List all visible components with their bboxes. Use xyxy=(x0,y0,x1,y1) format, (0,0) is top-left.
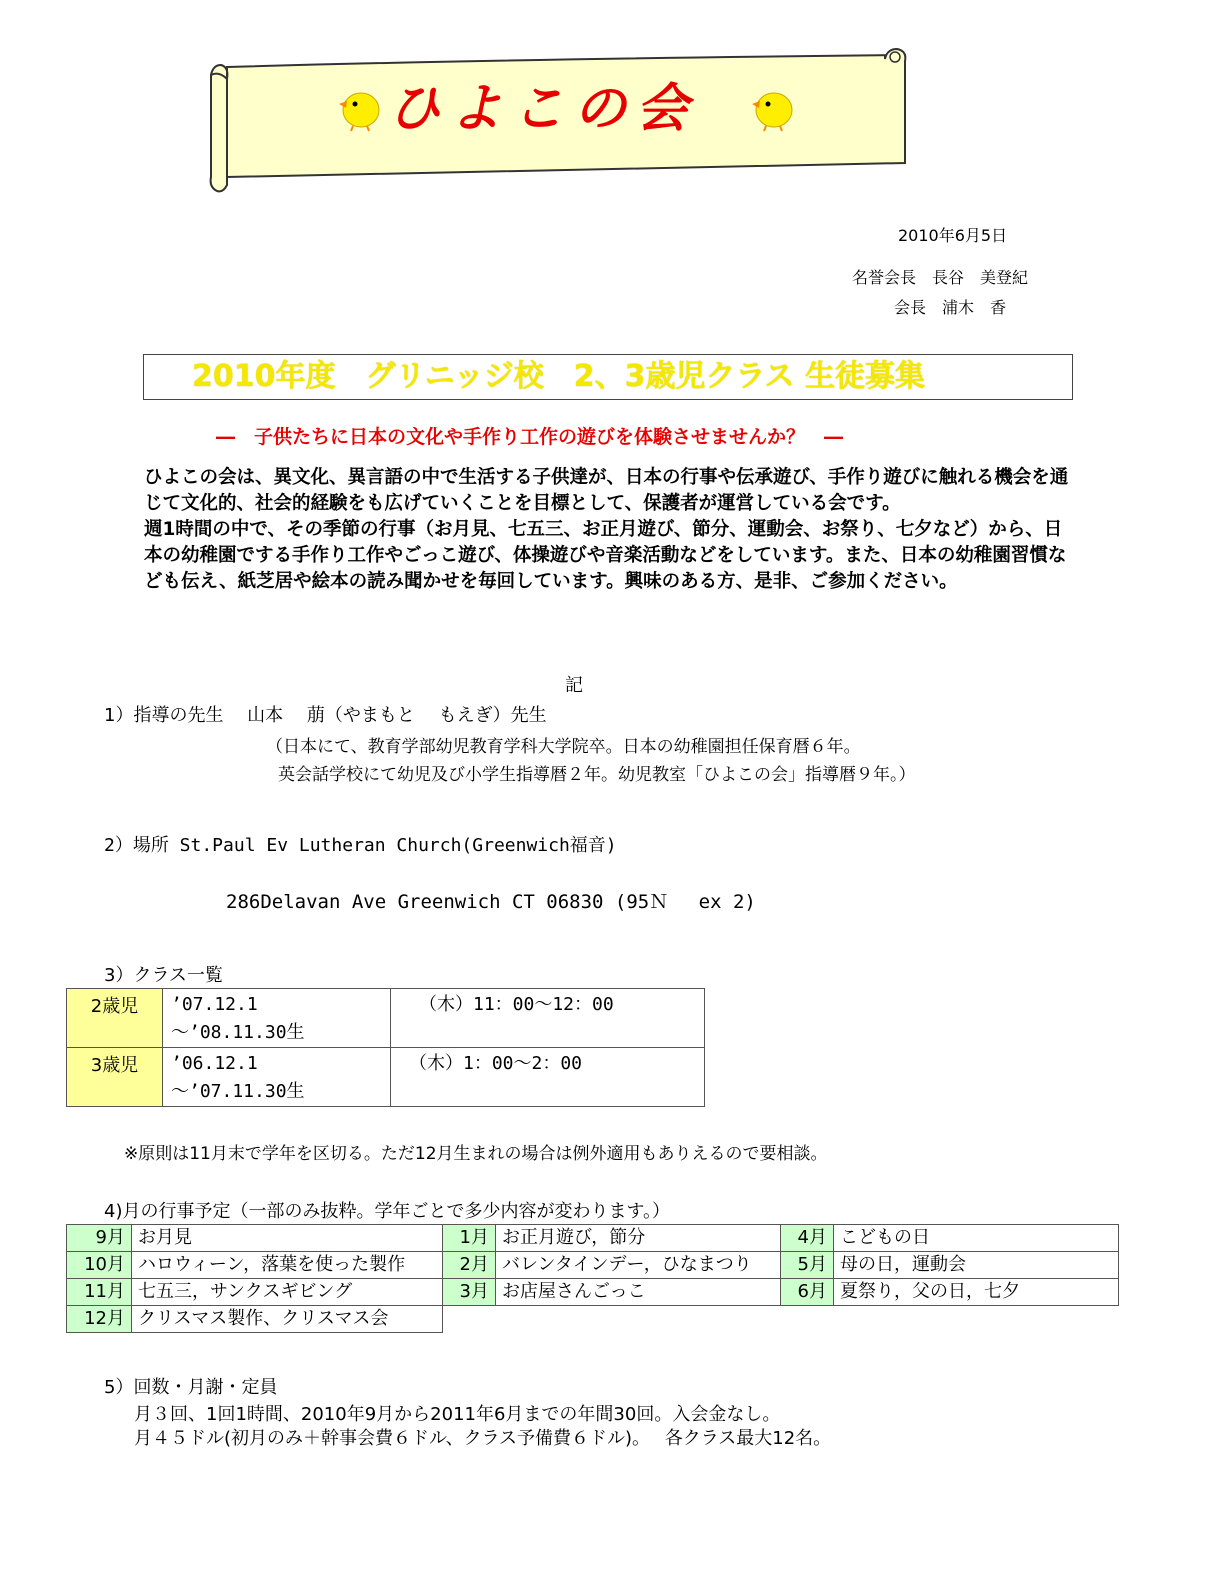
event-name: クリスマス製作、クリスマス会 xyxy=(132,1306,443,1333)
birth-to: ～’07.11.30生 xyxy=(171,1081,305,1102)
table-row xyxy=(67,989,705,1048)
classes-heading: 3）クラス一覧 xyxy=(104,965,223,986)
event-name: 夏祭り，父の日，七夕 xyxy=(834,1279,1119,1306)
event-name: バレンタインデー，ひなまつり xyxy=(496,1252,781,1279)
chick-icon-left xyxy=(333,84,383,132)
intro-paragraph: 週1時間の中で、その季節の行事（お月見、七五三、お正月遊び、節分、運動会、お祭り、七夕など）から、日本の幼稚園でする手作り工作やごっこ遊び、体操遊びや音楽活動などをしています。また、日本の幼稚園習慣なども伝え、紙芝居や絵本の読み聞かせを毎回しています。興味のある方、是非、ご参加ください。 xyxy=(144,519,1067,592)
event-name: ハロウィーン，落葉を使った製作 xyxy=(132,1252,443,1279)
class-age: 3歳児 xyxy=(67,1048,163,1107)
table-row xyxy=(67,1252,1119,1279)
class-birth-range xyxy=(163,989,391,1048)
president: 会長 浦木 香 xyxy=(894,298,1007,317)
event-month: 10月 xyxy=(67,1252,132,1279)
class-note: ※原則は11月末で学年を区切る。ただ12月生まれの場合は例外適用もありえるので要相談。 xyxy=(124,1144,828,1164)
ki-heading: 記 xyxy=(565,675,583,696)
teacher-detail-2: 英会話学校にて幼児及び小学生指導暦２年。幼児教室「ひよこの会」指導暦９年。） xyxy=(278,765,916,785)
fees-line-2: 月４５ドル(初月のみ＋幹事会費６ドル、クラス予備費６ドル)。 各クラス最大12名。 xyxy=(134,1428,832,1449)
event-month: 11月 xyxy=(67,1279,132,1306)
birth-to: ～’08.11.30生 xyxy=(171,1022,305,1043)
birth-from: ’07.12.1 xyxy=(171,994,258,1015)
fees-line-1: 月３回、1回1時間、2010年9月から2011年6月までの年間30回。入会金なし。 xyxy=(134,1404,781,1425)
event-name: お店屋さんごっこ xyxy=(496,1279,781,1306)
teacher-heading: 1）指導の先生 山本 萠（やまもと もえぎ）先生 xyxy=(104,705,547,726)
event-name: 母の日，運動会 xyxy=(834,1252,1119,1279)
banner-title: ひよこの会 xyxy=(388,79,699,139)
fees-heading: 5）回数・月謝・定員 xyxy=(104,1377,278,1398)
event-month: 1月 xyxy=(443,1225,496,1252)
events-heading: 4)月の行事予定（一部のみ抜粋。学年ごとで多少内容が変わります。） xyxy=(104,1201,671,1222)
class-age: 2歳児 xyxy=(67,989,163,1048)
event-month: 2月 xyxy=(443,1252,496,1279)
event-month: 4月 xyxy=(781,1225,834,1252)
subheading: ― 子供たちに日本の文化や手作り工作の遊びを体験させませんか？ ― xyxy=(216,426,844,448)
events-table xyxy=(66,1224,1119,1333)
event-month: 3月 xyxy=(443,1279,496,1306)
teacher-detail-1: （日本にて、教育学部幼児教育学科大学院卒。日本の幼稚園担任保育暦６年。 xyxy=(266,737,861,757)
place-heading: 2）場所 St.Paul Ev Lutheran Church(Greenwich福音) xyxy=(104,835,617,856)
class-table xyxy=(66,988,705,1107)
place-address: 286Delavan Ave Greenwich CT 06830 (95Ｎ ex 2) xyxy=(226,891,756,913)
chick-icon-right xyxy=(746,84,796,132)
birth-from: ’06.12.1 xyxy=(171,1053,258,1074)
intro-text xyxy=(144,465,1076,595)
class-birth-range xyxy=(163,1048,391,1107)
table-row xyxy=(67,1048,705,1107)
headline: 2010年度 グリニッジ校 2、3歳児クラス 生徒募集 xyxy=(192,359,925,394)
class-time: （木）1：00～2：00 xyxy=(391,1048,705,1107)
honorary-president: 名誉会長 長谷 美登紀 xyxy=(852,268,1029,287)
event-month: 6月 xyxy=(781,1279,834,1306)
table-row xyxy=(67,1225,1119,1252)
event-month: 5月 xyxy=(781,1252,834,1279)
event-name: こどもの日 xyxy=(834,1225,1119,1252)
intro-paragraph: ひよこの会は、異文化、異言語の中で生活する子供達が、日本の行事や伝承遊び、手作り遊びに触れる機会を通じて文化的、社会的経験をも広げていくことを目標として、保護者が運営している会です。 xyxy=(144,467,1069,514)
event-name: お正月遊び，節分 xyxy=(496,1225,781,1252)
document-date: 2010年6月5日 xyxy=(898,226,1008,245)
table-row xyxy=(67,1306,1119,1333)
class-time: （木）11：00～12：00 xyxy=(391,989,705,1048)
event-name: お月見 xyxy=(132,1225,443,1252)
event-month: 12月 xyxy=(67,1306,132,1333)
event-name: 七五三，サンクスギビング xyxy=(132,1279,443,1306)
table-row xyxy=(67,1279,1119,1306)
event-month: 9月 xyxy=(67,1225,132,1252)
